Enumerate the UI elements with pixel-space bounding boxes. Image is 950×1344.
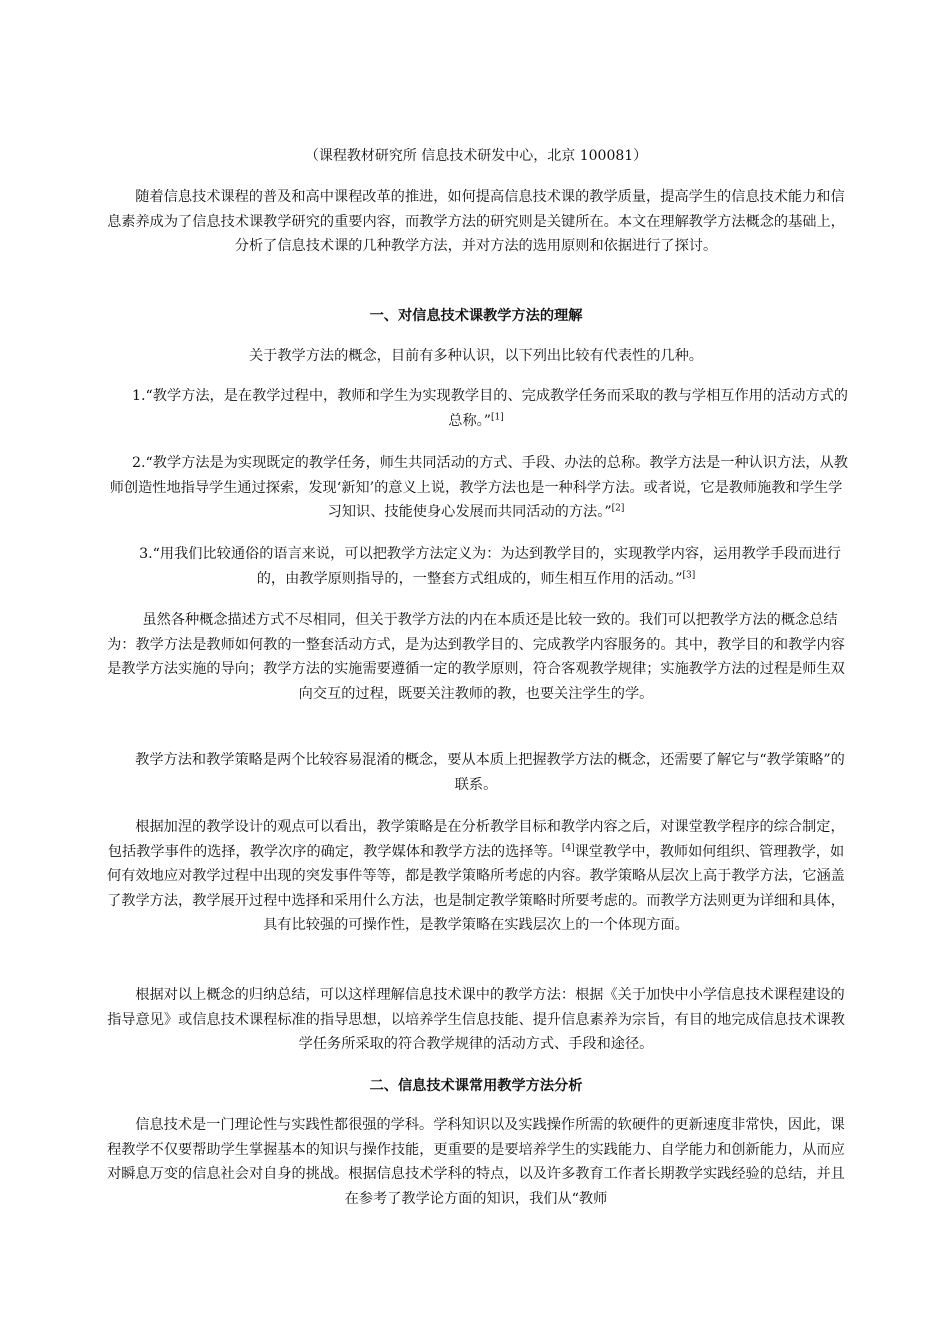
strategy-text-a: 根据加涅的教学设计的观点可以看出，教学策略是在分析教学目标和教学内容之后，对课堂教学程序的综合制定，包括教学事件的选择，教学次序的确定，教学媒体和教学方法的选择等。	[107, 819, 845, 860]
section-2-paragraph	[104, 1113, 848, 1211]
conclusion-paragraph	[104, 983, 848, 1057]
citation-4: [4]	[561, 842, 575, 853]
abstract-text: 随着信息技术课程的普及和高中课程改革的推进，如何提高信息技术课的教学质量，提高学生的信息技术能力和信息素养成为了信息技术课教学研究的重要内容，而教学方法的研究则是关键所在。本文在理解教学方法概念的基础上，分析了信息技术课的几种教学方法，并对方法的选用原则和依据进行了探讨。	[107, 189, 845, 255]
definition-2	[104, 451, 848, 525]
section-1-intro-text: 关于教学方法的概念，目前有多种认识，以下列出比较有代表性的几种。	[248, 348, 703, 364]
affiliation-line: （课程教材研究所 信息技术研发中心，北京 100081）	[304, 148, 648, 164]
definition-2-text: 2.“教学方法是为实现既定的教学任务，师生共同活动的方式、手段、办法的总称。教学方法是一种认识方法，从教师创造性地指导学生通过探索，发现‘新知’的意义上说，教学方法也是一种科学方法。或者说，它是教师施教和学生学习知识、技能使身心发展而共同活动的方法。”	[109, 455, 848, 521]
definition-3-text: 3.“用我们比较通俗的语言来说，可以把教学方法定义为：为达到教学目的，实现教学内容，运用教学手段而进行的，由教学原则指导的，一整套方式组成的，师生相互作用的活动。”	[139, 546, 841, 587]
section-2-heading: 二、信息技术课常用教学方法分析	[369, 1078, 583, 1094]
definition-3	[104, 542, 848, 591]
abstract-paragraph	[104, 185, 848, 259]
section-2-text: 信息技术是一门理论性与实践性都很强的学科。学科知识以及实践操作所需的软硬件的更新速度非常快，因此，课程教学不仅要帮助学生掌握基本的知识与操作技能，更重要的是要培养学生的实践能力、自学能力和创新能力，从而应对瞬息万变的信息社会对自身的挑战。根据信息技术学科的特点，以及许多教育工作者长期教学实践经验的总结，并且在参考了教学论方面的知识，我们从“教师	[107, 1117, 845, 1207]
citation-1: [1]	[490, 411, 504, 422]
definition-1	[104, 384, 848, 433]
definition-1-text: 1.“教学方法，是在教学过程中，教师和学生为实现教学目的、完成教学任务而采取的教与学相互作用的活动方式的总称。”	[132, 388, 848, 429]
citation-2: [2]	[611, 503, 625, 514]
strategy-intro-text: 教学方法和教学策略是两个比较容易混淆的概念，要从本质上把握教学方法的概念，还需要了解它与“教学策略”的联系。	[135, 752, 845, 793]
summary-text: 虽然各种概念描述方式不尽相同，但关于教学方法的内在本质还是比较一致的。我们可以把教学方法的概念总结为：教学方法是教师如何教的一整套活动方式，是为达到教学目的、完成教学内容服务的。其中，教学目的和教学内容是教学方法实施的导向；教学方法的实施需要遵循一定的教学原则，符合客观教学规律；实施教学方法的过程是师生双向交互的过程，既要关注教师的教，也要关注学生的学。	[107, 612, 845, 702]
conclusion-text: 根据对以上概念的归纳总结，可以这样理解信息技术课中的教学方法：根据《关于加快中小学信息技术课程建设的指导意见》或信息技术课程标准的指导思想，以培养学生信息技能、提升信息素养为宗旨，有目的地完成信息技术课教学任务所采取的符合教学规律的活动方式、手段和途径。	[107, 987, 845, 1053]
strategy-paragraph	[104, 815, 848, 938]
section-1-heading: 一、对信息技术课教学方法的理解	[369, 308, 583, 324]
summary-paragraph	[104, 608, 848, 706]
citation-3: [3]	[682, 569, 696, 580]
strategy-text-b: 课堂教学中，教师如何组织、管理教学，如何有效地应对教学过程中出现的突发事件等等，都是教学策略所考虑的内容。教学策略从层次上高于教学方法，它涵盖了教学方法，教学展开过程中选择和采用什么方法，也是制定教学策略时所要考虑的。而教学方法则更为详细和具体，具有比较强的可操作性，是教学策略在实践层次上的一个体现方面。	[107, 843, 845, 934]
strategy-intro-paragraph	[104, 748, 848, 797]
section-1-intro	[104, 344, 848, 369]
